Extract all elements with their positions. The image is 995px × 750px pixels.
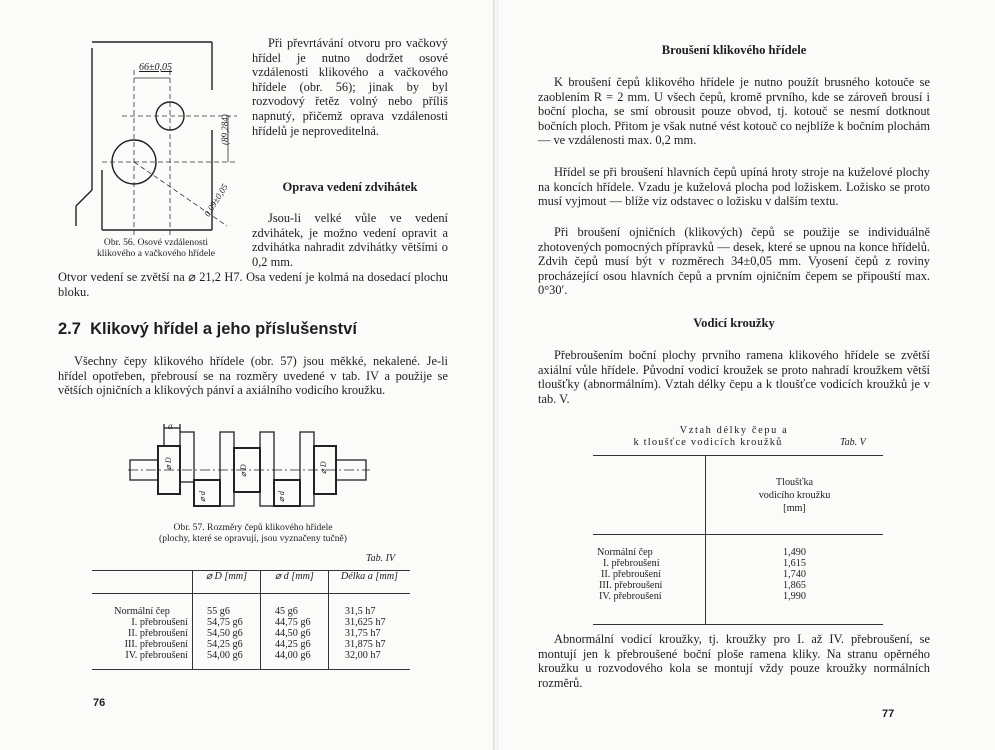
table-v-header-line2: vodicího kroužku [758,489,831,501]
figure-57-caption-line2: (plochy, které se opravují, jsou vyznačeny tučně) [159,533,347,544]
table-iv-cell: III. přebroušení [124,639,188,650]
right-paragraph-4: Přebroušením boční plochy prvního ramena klikového hřídele se zvětší axiální vůle hřídele. Původní vodicí kroužek se proto nahradí kroužkem větší tloušťky (abnormálním). Vztah délky čepu a k tloušťce vodicích kroužků je v tab. V. [538,348,930,406]
table-iv [92,570,410,670]
table-v-cell: 1,865 [706,580,884,591]
table-iv-cell: 44,25 g6 [260,639,328,650]
table-iv-cell: 54,25 g6 [193,639,261,650]
table-iv-label: Tab. IV [366,553,396,564]
table-v-cell: I. přebroušení [603,558,660,569]
table-v-header-line1: Tloušťka [775,476,814,488]
table-row [593,591,883,625]
table-iv-header-row [92,571,410,594]
table-v-header-line3: [mm] [783,502,806,514]
table-iv-cell: IV. přebroušení [125,650,188,661]
figure-56-caption-line1: Obr. 56. Osové vzdálenosti [103,237,209,248]
table-row [593,580,883,591]
table-iv-header-1: ⌀ D [mm] [193,571,261,594]
table-iv-cell: 45 g6 [260,594,328,618]
table-iv-cell: 54,75 g6 [193,617,261,628]
table-v-cell: Normální čep [597,547,653,558]
table-v-header-empty [593,456,706,535]
figure-56-caption-line2: klikového a vačkového hřídele [96,248,215,259]
left-paragraph-2: Jsou-li velké vůle ve vedení zdvihátek, je možno vedení opravit a zdvihátka nahradit zdvihátky většími o 0,2 mm. [252,211,448,269]
right-paragraph-1: K broušení čepů klikového hřídele je nutno použít brusného kotouče se zaoblením R = 2 mm. U všech čepů, kromě prvního, kde se zároveň brousí i boční plocha, se smí obrousit pouze obvod, tj. kotouč se nesmí dotknout bočních ploch. Přitom je však nutné vést kotouč co nejblíže k bočním plochám — ve vzdálenosti max. 0,2 mm. [538,75,930,148]
table-row [92,628,410,639]
table-v-header-row [593,456,883,535]
table-v-title-line2: k tloušťce vodicích kroužků [633,437,783,448]
figure-56-dim-89: (89,284) [220,114,230,145]
table-row [92,639,410,650]
table-v-cell: 1,990 [706,591,884,625]
table-v [593,455,883,625]
table-row [92,650,410,670]
table-v-header [706,456,884,535]
table-row [593,535,883,559]
page-number-right: 77 [882,708,895,720]
figure-57-drawing [120,424,380,520]
table-row [92,594,410,618]
table-iv-cell: 31,75 h7 [328,628,410,639]
table-v-cell: III. přebroušení [599,580,663,591]
right-heading-vodici: Vodicí kroužky [693,316,775,330]
table-iv-cell: 31,875 h7 [328,639,410,650]
table-iv-header-0 [92,571,193,594]
page-number-left: 76 [93,697,106,709]
left-page [0,0,494,750]
table-v-label: Tab. V [840,437,866,448]
figure-56-dim-66: 66±0,05 [139,62,172,73]
figure-57-label-D-2: ⌀ D [239,464,248,477]
table-iv-cell: I. přebroušení [131,617,188,628]
left-paragraph-1: Při převrtávání otvoru pro vačkový hřídel je nutno dodržet osové vzdálenosti klikového a vačkového hřídele (obr. 56); jinak by byl rozvodový řetěz volný nebo příliš napnutý, přičemž oprava vzdálenosti hřídelů je neproveditelná. [252,36,448,138]
figure-56-dim-009: 0,09±0,05 [202,182,230,219]
figure-57-label-a: a [168,421,173,431]
table-v-cell: IV. přebroušení [599,591,662,602]
left-paragraph-3: Otvor vedení se zvětší na ⌀ 21,2 H7. Osa vedení je kolmá na dosedací plochu bloku. [58,270,448,299]
right-paragraph-5: Abnormální vodicí kroužky, tj. kroužky pro I. až IV. přebroušení, se montují jen k přebroušené boční ploše ramena kliky. Na stranu opěrného kroužku u rozvodového kola se montují vždy pouze kroužky normálních rozměrů. [538,632,930,690]
table-iv-cell: 55 g6 [193,594,261,618]
table-iv-header-2: ⌀ d [mm] [260,571,328,594]
figure-57-label-D-3: ⌀ D [319,461,328,474]
table-iv-cell: Normální čep [114,606,170,617]
table-iv-cell: 54,50 g6 [193,628,261,639]
right-paragraph-2: Hřídel se při broušení hlavních čepů upíná hroty stroje na kuželové plochy na koncích hřídele. Vzadu je kuželová plocha pod ložiskem. Ložisko se proto musí vyjmout — blíže viz odstavec o ložisku v dalším textu. [538,165,930,209]
left-heading-oprava: Oprava vedení zdvihátek [282,180,418,194]
table-row [593,569,883,580]
right-heading-brouseni: Broušení klikového hřídele [661,43,807,57]
figure-57-label-d-2: ⌀ d [277,491,286,502]
figure-57-caption-line1: Obr. 57. Rozměry čepů klikového hřídele [173,522,333,533]
right-page [498,0,995,750]
right-paragraph-3: Při broušení ojničních (klikových) čepů se použije se individuálně zhotovených pomocných přípravků — desek, které se upnou na konce hřídelů. Zdvih čepů musí být v rozměrech 34±0,05 mm. Vyosení čepů z roviny procházející osou hlavních čepů a prvním ojničním čepem se připouští max. 0°30′. [538,225,930,298]
left-paragraph-4: Všechny čepy klikového hřídele (obr. 57) jsou měkké, nekalené. Je-li hřídel opotřeben, přebrousí se na rozměry uvedené v tab. IV a použije se větších ojničních a klikových pánví a axiálního vodicího kroužku. [58,354,448,398]
table-iv-cell: 32,00 h7 [328,650,410,670]
table-row [593,558,883,569]
figure-57-label-D-1: ⌀ D [164,457,173,470]
table-iv-cell: 31,5 h7 [328,594,410,618]
table-v-title-line1: Vztah délky čepu a [679,425,789,436]
table-iv-cell: 54,00 g6 [193,650,261,670]
table-v-cell: 1,740 [706,569,884,580]
table-v-cell: II. přebroušení [601,569,661,580]
table-row [92,617,410,628]
table-v-cell: 1,615 [706,558,884,569]
table-iv-cell: 31,625 h7 [328,617,410,628]
table-iv-cell: 44,00 g6 [260,650,328,670]
section-title-2-7: 2.7 Klikový hřídel a jeho příslušenství [58,320,357,338]
table-v-cell: 1,490 [706,535,884,559]
table-iv-cell: 44,75 g6 [260,617,328,628]
table-iv-cell: 44,50 g6 [260,628,328,639]
table-iv-header-3: Délka a [mm] [328,571,410,594]
figure-57-label-d-1: ⌀ d [198,491,207,502]
table-iv-cell: II. přebroušení [128,628,188,639]
